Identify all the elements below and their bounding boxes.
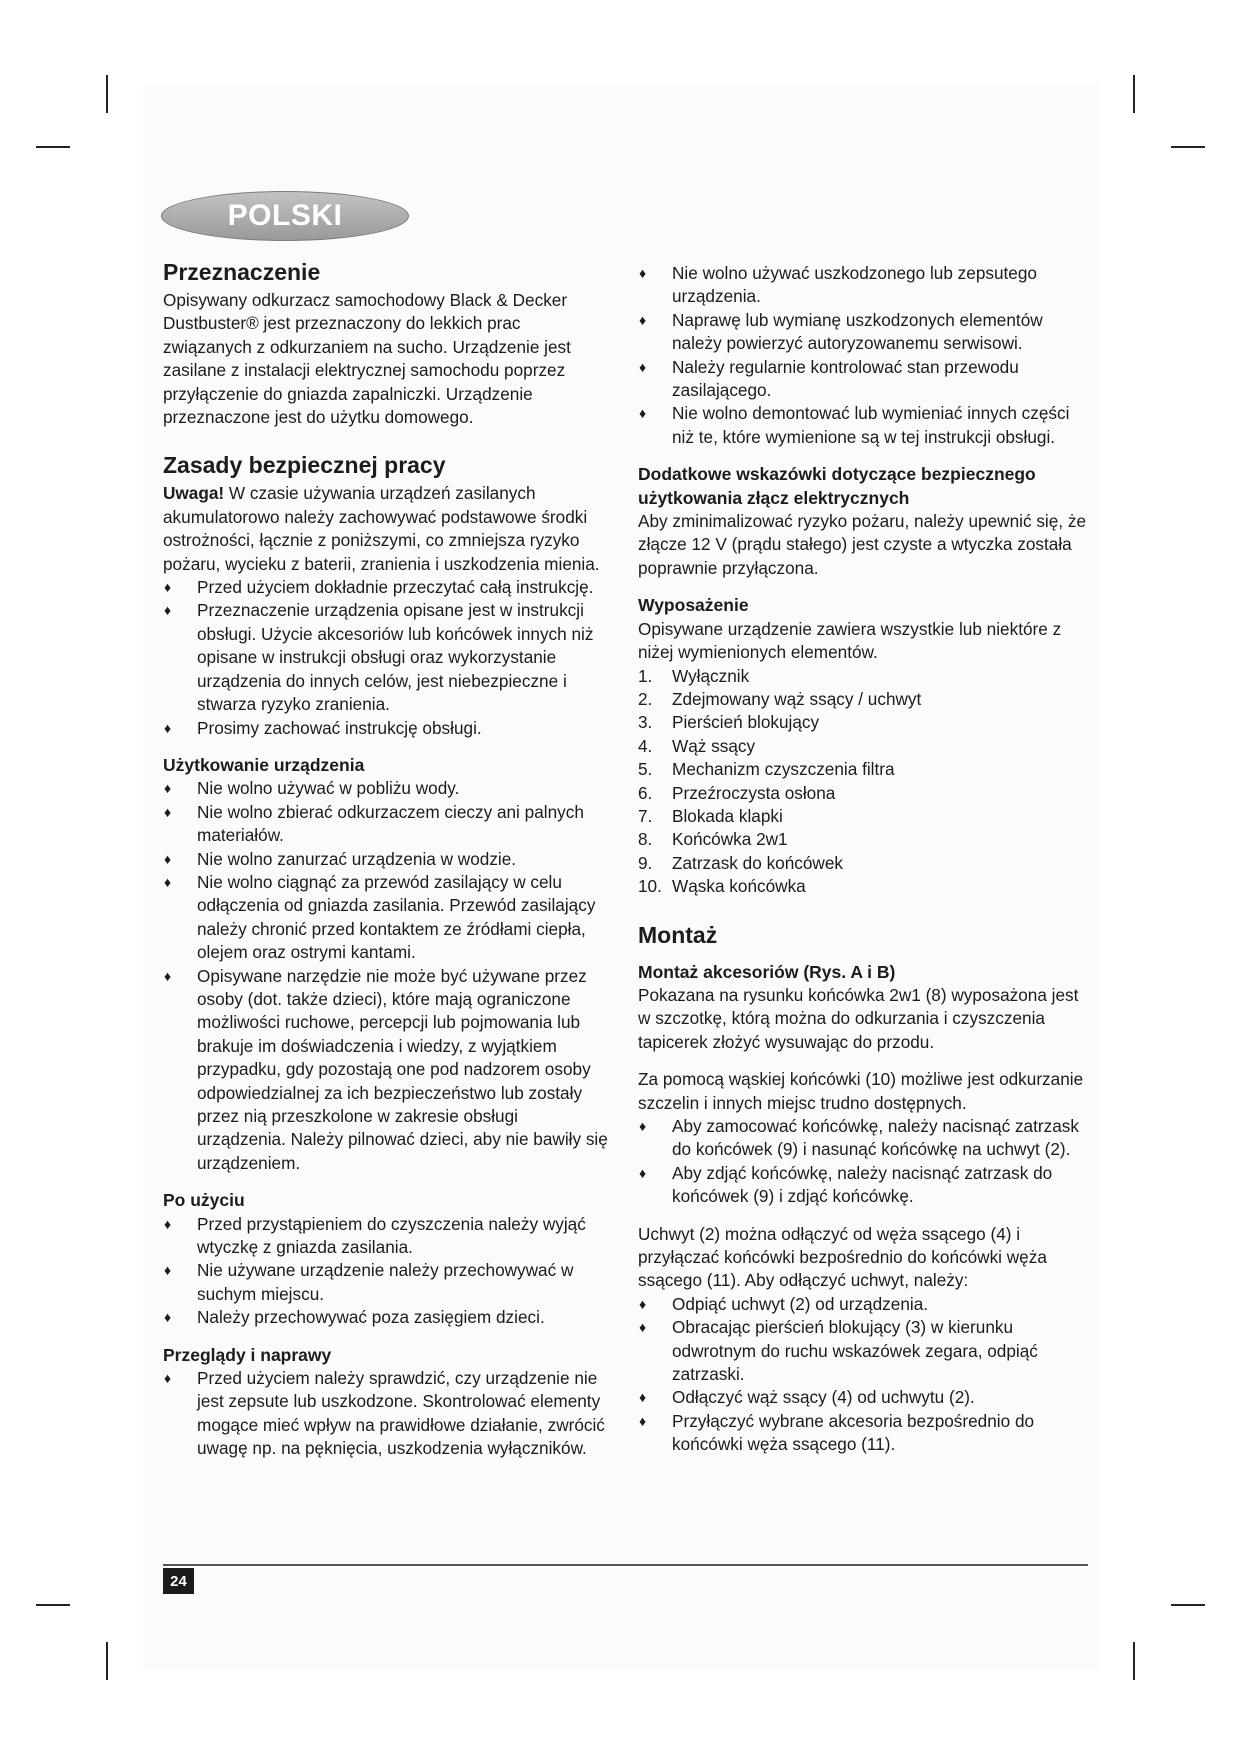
right-column <box>638 262 1088 1457</box>
list-item: ♦ Przed użyciem dokładnie przeczytać całą instrukcję. <box>163 576 610 599</box>
list-item: 2. Zdejmowany wąż ssący / uchwyt <box>638 688 922 709</box>
safety-list <box>163 576 610 740</box>
list-item: 8. Końcówka 2w1 <box>638 829 788 850</box>
section-title: Przeglądy i naprawy <box>163 1344 332 1365</box>
list-item: 6. Przeźroczysta osłona <box>638 782 836 803</box>
list-item: ♦ Odłączyć wąż ssący (4) od uchwytu (2). <box>638 1386 1088 1409</box>
section-intro: Opisywane urządzenie zawiera wszystkie lub niektóre z niżej wymienionych elementów. <box>638 618 1062 663</box>
list-item: 4. Wąż ssący <box>638 735 756 756</box>
crop-mark-bottom-right-h <box>1171 1604 1205 1606</box>
list-item: ♦ Naprawę lub wymianę uszkodzonych elementów należy powierzyć autoryzowanemu serwisowi. <box>638 309 1088 356</box>
section-inspection <box>163 1344 610 1461</box>
language-badge: POLSKI <box>161 191 409 241</box>
list-item: ♦ Przed użyciem należy sprawdzić, czy urządzenie nie jest zepsute lub uszkodzone. Skontrolować elementy mogące mieć wpływ na prawidłowe działanie, zwrócić uwagę np. na pęknięcia, uszkodzenia wyłączników. <box>163 1367 610 1461</box>
equipment-list <box>638 665 1088 899</box>
list-item: ♦ Prosimy zachować instrukcję obsługi. <box>163 717 610 740</box>
list-item: ♦ Przed przystąpieniem do czyszczenia należy wyjąć wtyczkę z gniazda zasilania. <box>163 1213 610 1260</box>
section-subtitle: Montaż akcesoriów (Rys. A i B) <box>638 961 896 982</box>
footer-rule <box>163 1564 1088 1566</box>
list-item: ♦ Odpiąć uchwyt (2) od urządzenia. <box>638 1293 1088 1316</box>
list-item: ♦ Nie używane urządzenie należy przechowywać w suchym miejscu. <box>163 1259 610 1306</box>
inspection-list-continued <box>638 262 1088 449</box>
list-item: ♦ Obracając pierścień blokujący (3) w kierunku odwrotnym do ruchu wskazówek zegara, odpiąć zatrzaski. <box>638 1316 1088 1386</box>
list-item: ♦ Nie wolno zbierać odkurzaczem cieczy ani palnych materiałów. <box>163 801 610 848</box>
warning-label: Uwaga! <box>163 483 225 504</box>
crop-mark-bottom-left <box>106 1642 108 1680</box>
crop-mark-bottom-left-h <box>36 1604 70 1606</box>
crop-mark-bottom-right <box>1133 1642 1135 1680</box>
list-item: ♦ Nie wolno ciągnąć za przewód zasilający w celu odłączenia od gniazda zasilania. Przewód zasilający należy chronić przed kontaktem ze źródłami ciepła, olejem oraz ostrymi kantami. <box>163 871 610 965</box>
section-title: Zasady bezpiecznej pracy <box>163 452 446 479</box>
detach-list <box>638 1293 1088 1457</box>
section-body: Opisywany odkurzacz samochodowy Black & Decker Dustbuster® jest przeznaczony do lekkich prac związanych z odkurzaniem na sucho. Urządzenie jest zasilane z instalacji elektrycznej samochodu poprzez przyłączenie do gniazda zapalniczki. Urządzenie przeznaczone jest do użytku domowego. <box>163 290 571 428</box>
left-column <box>163 258 610 1461</box>
list-item: ♦ Nie wolno demontować lub wymieniać innych części niż te, które wymienione są w tej instrukcji obsługi. <box>638 402 1088 449</box>
list-item: 5. Mechanizm czyszczenia filtra <box>638 759 895 780</box>
section-after-use <box>163 1189 610 1329</box>
paragraph: Za pomocą wąskiej końcówki (10) możliwe jest odkurzanie szczelin i innych miejsc trudno dostępnych. <box>638 1069 1084 1113</box>
list-item: 9. Zatrzask do końcówek <box>638 852 843 873</box>
list-item: ♦ Przyłączyć wybrane akcesoria bezpośrednio do końcówki węża ssącego (11). <box>638 1410 1088 1457</box>
list-item: ♦ Nie wolno zanurzać urządzenia w wodzie. <box>163 848 610 871</box>
section-title: Przeznaczenie <box>163 259 321 285</box>
list-item: ♦ Nie wolno używać w pobliżu wody. <box>163 777 610 800</box>
section-title: Montaż <box>638 921 718 948</box>
crop-mark-top-left <box>106 75 108 113</box>
list-item: 3. Pierścień blokujący <box>638 712 820 733</box>
section-usage <box>163 754 610 1175</box>
paragraph: Uchwyt (2) można odłączyć od węża ssącego (4) i przyłączać końcówki bezpośrednio do końcówki węża ssącego (11). Aby odłączyć uchwyt, należy: <box>638 1223 1047 1291</box>
paragraph: Pokazana na rysunku końcówka 2w1 (8) wyposażona jest w szczotkę, którą można do odkurzania i czyszczenia tapicerek złożyć wysuwając do przodu. <box>638 984 1079 1052</box>
usage-list <box>163 777 610 1175</box>
section-assembly <box>638 921 1088 1457</box>
list-item: ♦ Należy regularnie kontrolować stan przewodu zasilającego. <box>638 356 1088 403</box>
crop-mark-top-right-h <box>1171 146 1205 148</box>
section-electrical-safety <box>638 463 1088 580</box>
warning-text: W czasie używania urządzeń zasilanych akumulatorowo należy zachowywać podstawowe środki ostrożności, łącznie z poniższymi, co zmniejsza ryzyko pożaru, wycieku z baterii, zranienia i uszkodzenia mienia. <box>163 483 600 574</box>
section-title: Dodatkowe wskazówki dotyczące bezpiecznego użytkowania złącz elektrycznych <box>638 464 1036 508</box>
inspection-list <box>163 1367 610 1461</box>
list-item: ♦ Nie wolno używać uszkodzonego lub zepsutego urządzenia. <box>638 262 1088 309</box>
section-safety-rules <box>163 451 610 739</box>
list-item: ♦ Opisywane narzędzie nie może być używane przez osoby (dot. także dzieci), które mają ograniczone możliwości ruchowe, percepcji lub pojmowania lub brakuje im doświadczenia i wiedzy, z wyjątkiem przypadku, gdy pozostają one pod nadzorem osoby odpowiedzialnej za ich bezpieczeństwo lub zostały przez nią przeszkolone w zakresie obsługi urządzenia. Należy pilnować dzieci, aby nie bawiły się urządzeniem. <box>163 965 610 1176</box>
list-item: ♦ Przeznaczenie urządzenia opisane jest w instrukcji obsługi. Użycie akcesoriów lub końcówek innych niż opisane w instrukcji obsługi oraz wykorzystanie urządzenia do innych celów, jest niebezpieczne i stwarza ryzyko zranienia. <box>163 599 610 716</box>
section-title: Użytkowanie urządzenia <box>163 754 365 775</box>
section-title: Po użyciu <box>163 1190 245 1211</box>
warning-paragraph <box>163 482 610 576</box>
list-item: 7. Blokada klapki <box>638 805 783 826</box>
assembly-list <box>638 1115 1088 1209</box>
section-equipment <box>638 594 1088 898</box>
list-item: 10. Wąska końcówka <box>638 876 806 897</box>
crop-mark-top-left-h <box>36 146 70 148</box>
crop-mark-top-right <box>1133 75 1135 113</box>
section-przeznaczenie <box>163 258 610 429</box>
page-number: 24 <box>163 1568 194 1594</box>
list-item: ♦ Aby zamocować końcówkę, należy nacisnąć zatrzask do końcówek (9) i nasunąć końcówkę na uchwyt (2). <box>638 1115 1088 1162</box>
section-body: Aby zminimalizować ryzyko pożaru, należy upewnić się, że złącze 12 V (prądu stałego) jest czyste a wtyczka została poprawnie przyłączona. <box>638 511 1087 578</box>
after-use-list <box>163 1213 610 1330</box>
section-title: Wyposażenie <box>638 595 749 616</box>
list-item: ♦ Należy przechowywać poza zasięgiem dzieci. <box>163 1306 610 1329</box>
list-item: 1. Wyłącznik <box>638 665 750 686</box>
list-item: ♦ Aby zdjąć końcówkę, należy nacisnąć zatrzask do końcówek (9) i zdjąć końcówkę. <box>638 1162 1088 1209</box>
